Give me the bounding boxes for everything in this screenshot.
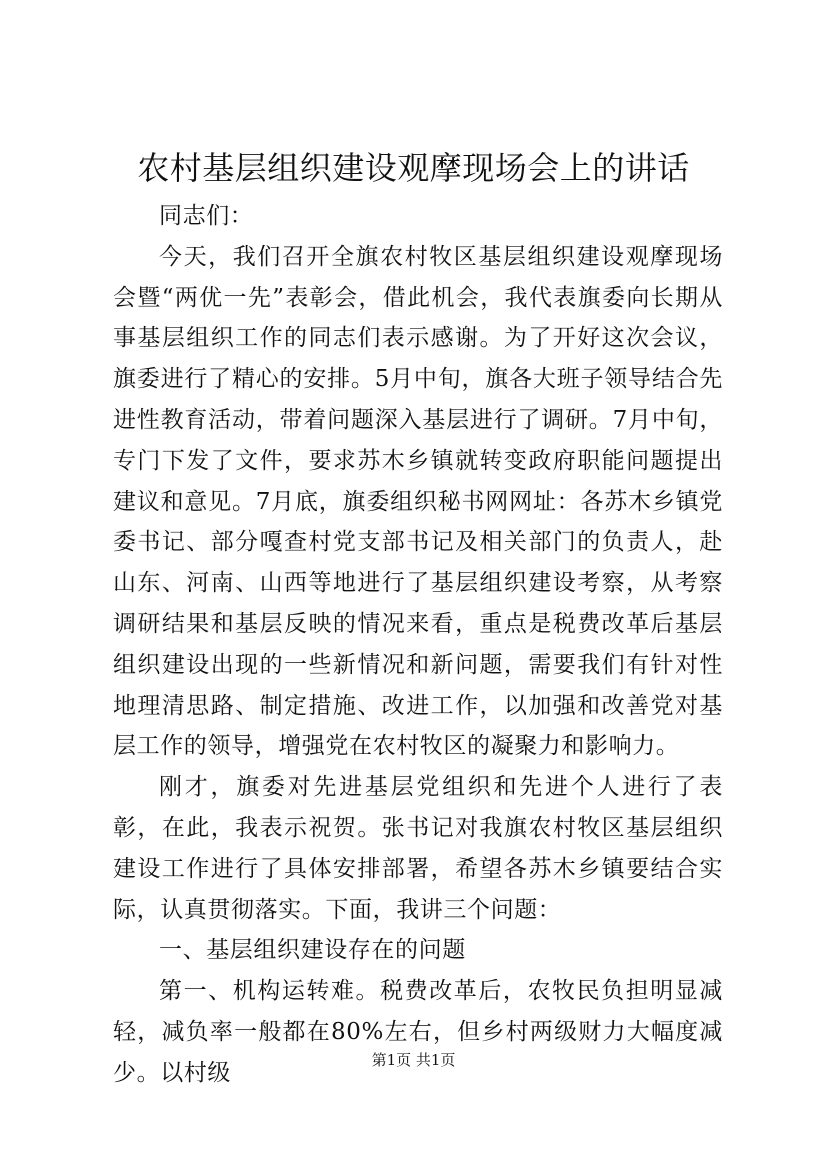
salutation-paragraph: 同志们：	[159, 203, 254, 229]
body-paragraph: 第一、机构运转难。税费改革后，农牧民负担明显减轻，减负率一般都在80%左右，但乡村两级财力大幅度减少。以村级	[113, 978, 723, 1086]
section-heading: 一、基层组织建设存在的问题	[159, 937, 466, 964]
page-footer: 第1页 共1页	[371, 1051, 456, 1069]
body-paragraph: 今天，我们召开全旗农村牧区基层组织建设观摩现场会暨“两优一先”表彰会，借此机会，我代表旗委向长期从事基层组织工作的同志们表示感谢。为了开好这次会议，旗委进行了精心的安排。5月中旬，旗各大班子领导结合先进性教育活动，带着问题深入基层进行了调研。7月中旬，专门下发了文件，要求苏木乡镇就转变政府职能问题提出建议和意见。7月底，旗委组织秘书网网址：各苏木乡镇党委书记、部分嘎查村党支部书记及相关部门的负责人，赴山东、河南、山西等地进行了基层组织建设考察，从考察调研结果和基层反映的情况来看，重点是税费改革后基层组织建设出现的一些新情况和新问题，需要我们有针对性地理清思路、制定措施、改进工作，以加强和改善党对基层工作的领导，增强党在农村牧区的凝聚力和影响力。	[113, 243, 723, 760]
document-body	[113, 196, 723, 1094]
body-paragraph: 刚才，旗委对先进基层党组织和先进个人进行了表彰，在此，我表示祝贺。张书记对我旗农村牧区基层组织建设工作进行了具体安排部署，希望各苏木乡镇要结合实际，认真贯彻落实。下面，我讲三个问题：	[113, 774, 723, 923]
document-title: 农村基层组织建设观摩现场会上的讲话	[137, 149, 690, 187]
